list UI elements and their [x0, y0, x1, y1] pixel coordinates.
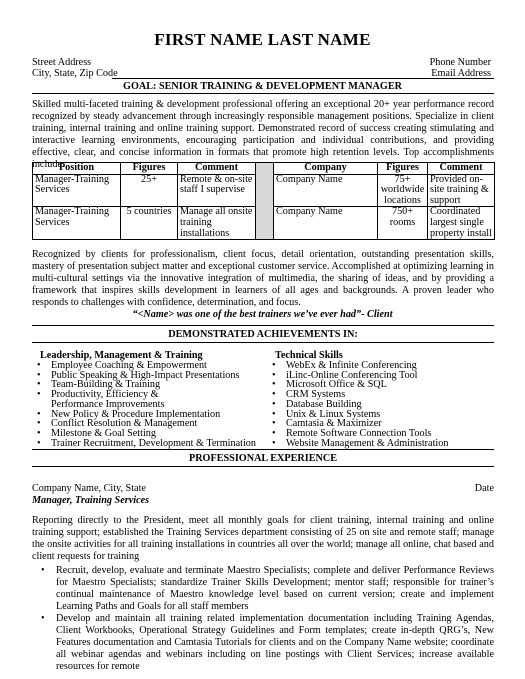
- experience-heading: PROFESSIONAL EXPERIENCE: [188, 453, 338, 464]
- header-rule: [112, 78, 494, 79]
- list-item: • Database Building: [268, 400, 494, 410]
- list-item: • Remote Software Connection Tools: [268, 429, 494, 439]
- table-header-row: [33, 163, 495, 175]
- table-cell-figures: 5 countries: [121, 207, 178, 240]
- goal-rule: [32, 93, 494, 94]
- client-quote: “<Name> was one of the best trainers we’ve ever had”- Client: [132, 309, 393, 320]
- list-item: • Unix & Linux Systems: [268, 410, 494, 420]
- table-cell-figures-2: 75+ worldwide locations: [378, 174, 428, 207]
- list-item: • CRM Systems: [268, 390, 494, 400]
- accomplishments-table: [32, 162, 495, 240]
- city-state-zip: City, State, Zip Code: [32, 68, 118, 79]
- table-cell-comment: Manage all onsite training installations: [178, 207, 256, 240]
- table-cell-figures: 25+: [121, 174, 178, 207]
- goal-line: GOAL: SENIOR TRAINING & DEVELOPMENT MANAGER: [123, 81, 402, 92]
- company-line: Company Name, City, State: [32, 483, 146, 494]
- technical-list: [268, 361, 494, 448]
- list-item: • Milestone & Goal Setting: [33, 429, 268, 439]
- table-cell-comment: Remote & on-site staff I supervise: [178, 174, 256, 207]
- technical-title: Technical Skills: [275, 350, 343, 361]
- table-header-figures-2: Figures: [378, 163, 428, 175]
- table-header-position: Position: [33, 163, 121, 175]
- job-title: Manager, Training Services: [32, 495, 150, 506]
- experience-bottom-rule: [32, 466, 494, 467]
- table-header-comment: Comment: [178, 163, 256, 175]
- table-cell-company: Company Name: [274, 174, 378, 207]
- table-cell-company: Company Name: [274, 207, 378, 240]
- table-cell-comment-2: Coordinated largest single property install: [428, 207, 495, 240]
- leadership-list: [33, 361, 268, 448]
- achievements-heading: DEMONSTRATED ACHIEVEMENTS IN:: [168, 329, 358, 340]
- table-cell-comment-2: Provided on-site training & support: [428, 174, 495, 207]
- list-item: • Team-Building & Training: [33, 380, 268, 390]
- candidate-name: FIRST NAME LAST NAME: [154, 30, 371, 49]
- list-item: • New Policy & Procedure Implementation: [33, 410, 268, 420]
- experience-bullets: [32, 565, 494, 673]
- recognition-paragraph: Recognized by clients for professionalism, client focus, detail orientation, outstanding presentation skills, mastery of presentation subject matter and exceptional customer service. Accomplished at optimizing learning in multi-cultural settings via the innovative integration of multimedia, the sharing of ideas, and by providing a framework that inspires skills development in learners of all ages and backgrounds. A proven leader who responds to challenges with confidence, determination, and focus.: [32, 249, 494, 308]
- list-item: • Conflict Resolution & Management: [33, 419, 268, 429]
- street-address: Street Address: [32, 57, 92, 68]
- list-item: • WebEx & Infinite Conferencing: [268, 361, 494, 371]
- email-address: Email Address: [431, 68, 491, 79]
- phone-number: Phone Number: [429, 57, 491, 68]
- table-cell-figures-2: 750+ rooms: [378, 207, 428, 240]
- employment-date: Date: [474, 483, 494, 494]
- list-item: • Employee Coaching & Empowerment: [33, 361, 268, 371]
- table-header-comment-2: Comment: [428, 163, 495, 175]
- list-item: • Trainer Recruitment, Development & Termination: [33, 439, 268, 449]
- table-cell-position: Manager-Training Services: [33, 207, 121, 240]
- list-item: • Camtasia & Maximizer: [268, 419, 494, 429]
- achievements-bottom-rule: [32, 342, 494, 343]
- list-item: • Recruit, develop, evaluate and terminate Maestro Specialists; complete and deliver Performance Reviews for Maestro Specialists; standardize Trainer Skills Development; mentor staff; responsible for trainer’s continual maintenance of Maestro knowledge level based on current version; create and implement Learning Paths and Goals for all staff members: [32, 565, 494, 613]
- list-item: • Microsoft Office & SQL: [268, 380, 494, 390]
- table-divider: [256, 163, 274, 240]
- experience-top-rule: [32, 449, 494, 450]
- leadership-title: Leadership, Management & Training: [40, 350, 203, 361]
- list-item: • iLinc-Online Conferencing Tool: [268, 371, 494, 381]
- table-header-company: Company: [274, 163, 378, 175]
- summary-paragraph: Skilled multi-faceted training & development professional offering an exceptional 20+ year performance record recognized by steady advancement through increasingly responsible management positions. Specialize in client training, internal training and online training support. Demonstrated record of success creating stimulating and interactive learning environments, encouraging participation and individual contributions, and providing effective, clear, and concise information in formats that promote high retention levels. Top accomplishments include:: [32, 99, 494, 170]
- table-header-figures: Figures: [121, 163, 178, 175]
- experience-summary: Reporting directly to the President, meet all monthly goals for client training, internal training and online training support; established the Training Services department consisting of 25 on site and remote staff; manage the onsite activities for all training installations in countries all over the world; manage all online, chat based and client requests for training: [32, 515, 494, 562]
- list-item: • Website Management & Administration: [268, 439, 494, 449]
- list-item: • Public Speaking & High-Impact Presentations: [33, 371, 268, 381]
- list-item: • Productivity, Efficiency & Performance Improvements: [33, 390, 211, 409]
- table-cell-position: Manager-Training Services: [33, 174, 121, 207]
- list-item: • Develop and maintain all training related implementation documentation including Training Agendas, Client Workbooks, Operational Strategy Guidelines and Form templates; create in-depth QRG’s, New Features documentation and Camtasia Tutorials for clients and on the Company Name website; coordinate all webinar agendas and webinars including on line postings with Client Services; increase available resources for remote: [32, 613, 494, 673]
- achievements-top-rule: [32, 325, 494, 326]
